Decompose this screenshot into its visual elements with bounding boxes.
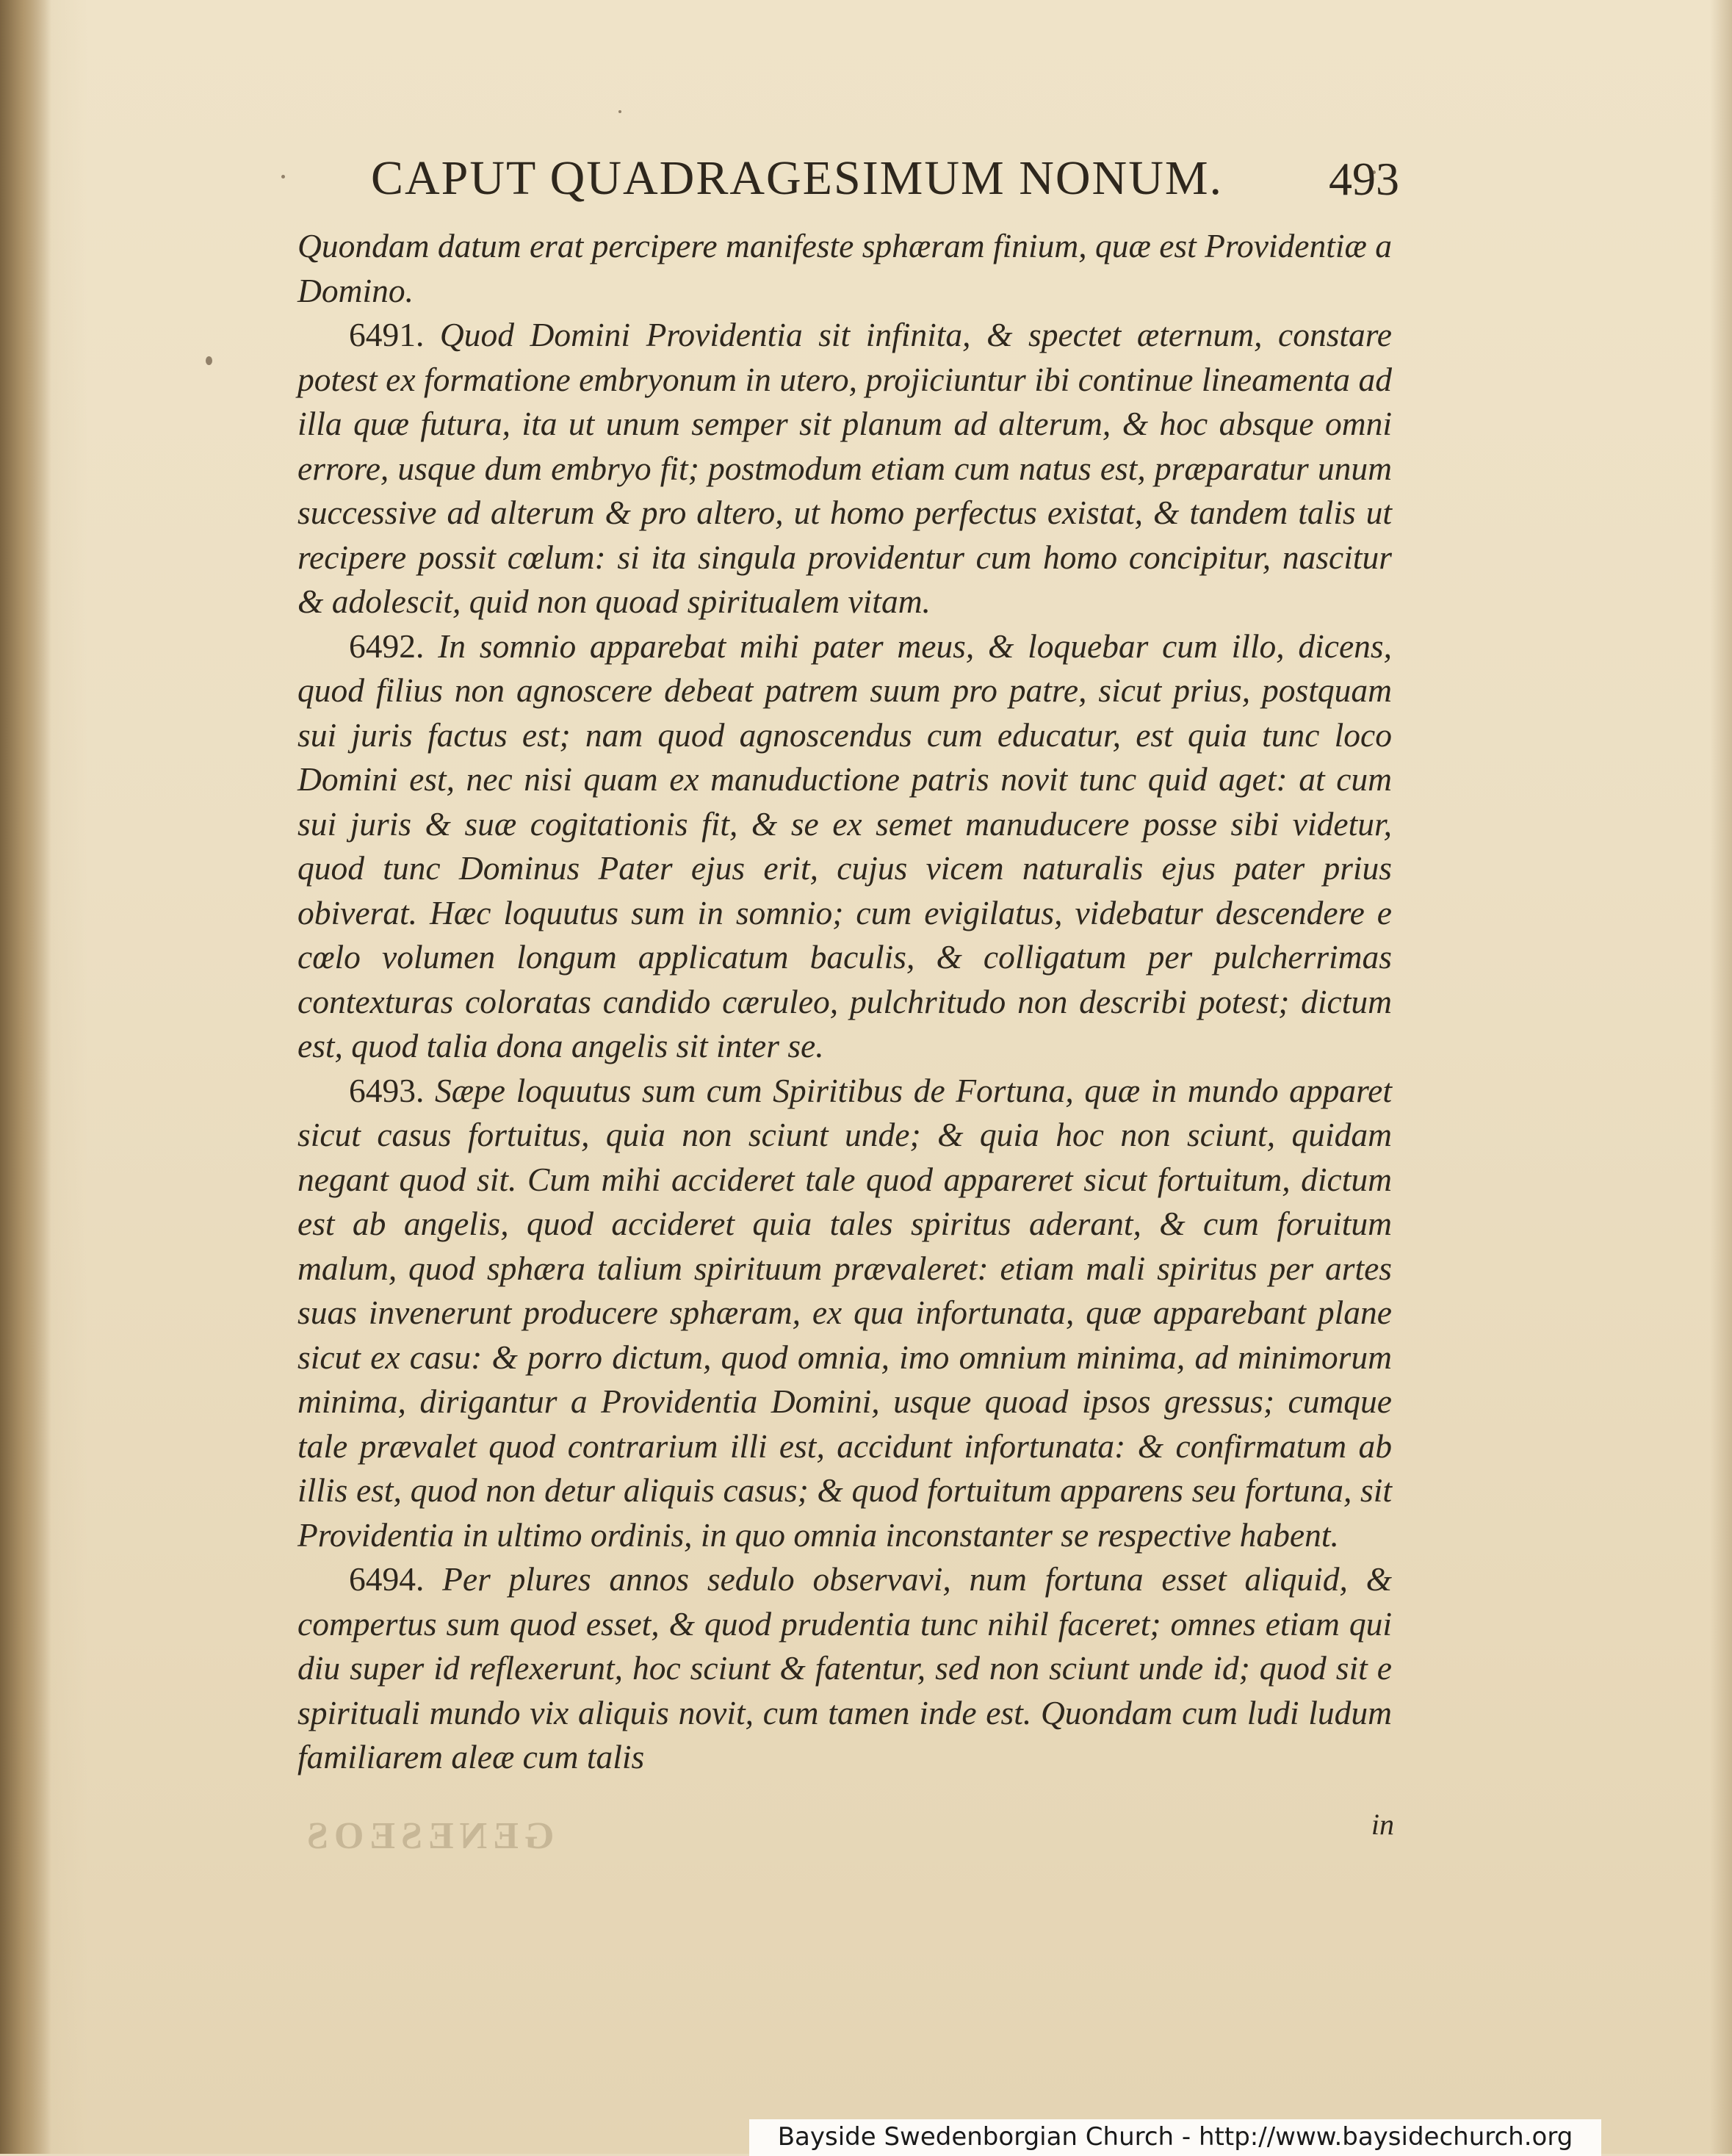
page-edge [1710, 0, 1732, 2154]
paragraph-number: 6493. [349, 1071, 425, 1109]
spine-shadow [0, 0, 51, 2154]
paragraph-intro [297, 224, 1392, 313]
catchword: in [1371, 1808, 1394, 1841]
paragraph-text: Quondam datum erat percipere manifeste sphæram finium, quæ est Providentiæ a Domino. [297, 227, 1392, 309]
paragraph-text: In somnio apparebat mihi pater meus, & loquebar cum illo, dicens, quod filius non agnoscere debeat patrem suum pro patre, sicut prius, postquam sui juris factus est; nam quod agnoscendus cum educatur, est quia tunc loco Domini est, nec nisi quam ex manuductione patris novit tunc quid aget: at cum sui juris & suæ cogitationis fit, & se ex semet manuducere posse sibi videtur, quod tunc Dominus Pater ejus erit, cujus vicem naturalis ejus pater prius obiverat. Hæc loquutus sum in somnio; cum evigilatus, videbatur descendere e cœlo volumen longum applicatum baculis, & colligatum per pulcherrimas contexturas coloratas candido cæruleo, pulchritudo non describi potest; dictum est, quod talia dona angelis sit inter se. [297, 627, 1393, 1064]
paragraph-number: 6494. [349, 1560, 425, 1598]
paragraph-number: 6491. [349, 316, 425, 353]
paragraph-6491 [297, 313, 1392, 624]
running-title: CAPUT QUADRAGESIMUM NONUM. [371, 151, 1224, 205]
page-header [371, 151, 1399, 217]
show-through-text: GENESEOS [301, 1815, 555, 1857]
paragraph-6493 [297, 1069, 1392, 1558]
paragraph-6492 [297, 624, 1392, 1069]
paragraph-text: Sæpe loquutus sum cum Spiritibus de Fortuna, quæ in mundo apparet sicut casus fortuitus, quia non sciunt unde; & quia hoc non sciunt, quidam negant quod sit. Cum mihi accideret tale quod appareret sicut fortuitum, dictum est ab angelis, quod accideret quia tales spiritus aderant, & cum foruitum malum, quod sphæra talium spirituum prævaleret: etiam mali spiritus per artes suas invenerunt producere sphæram, ex qua infortunata, quæ apparebant plane sicut ex casu: & porro dictum, quod omnia, imo omnium minima, ad minimorum minima, dirigantur a Providentia Domini, usque quoad ipsos gressus; cumque tale prævalet quod contrarium illi est, accidunt infortunata: & confirmatum ab illis est, quod non detur aliquis casus; & quod fortuitum apparens seu fortuna, sit Providentia in ultimo ordinis, in quo omnia inconstanter se respective habent. [297, 1071, 1393, 1554]
page-number: 493 [1329, 153, 1399, 205]
paragraph-6494 [297, 1557, 1392, 1780]
watermark-credit: Bayside Swedenborgian Church - http://www.baysidechurch.org [749, 2119, 1601, 2156]
paragraph-text: Quod Domini Providentia sit infinita, & spectet æternum, constare potest ex formatione embryonum in utero, projiciuntur ibi continue lineamenta ad illa quæ futura, ita ut unum semper sit planum ad alterum, & hoc absque omni errore, usque dum embryo fit; postmodum etiam cum natus est, præparatur unum successive ad alterum & pro altero, ut homo perfectus existat, & tandem talis ut recipere possit cœlum: si ita singula providentur cum homo concipitur, nascitur & adolescit, quid non quoad spiritualem vitam. [297, 316, 1393, 620]
paragraph-text: Per plures annos sedulo observavi, num fortuna esset aliquid, & compertus sum quod esset, & quod prudentia tunc nihil faceret; omnes etiam qui diu super id reflexerunt, hoc sciunt & fatentur, sed non sciunt unde id; quod sit e spirituali mundo vix aliquis novit, cum tamen inde est. Quondam cum ludi ludum familiarem aleæ cum talis [297, 1560, 1392, 1775]
body-text [297, 224, 1392, 1780]
paragraph-number: 6492. [349, 627, 425, 665]
